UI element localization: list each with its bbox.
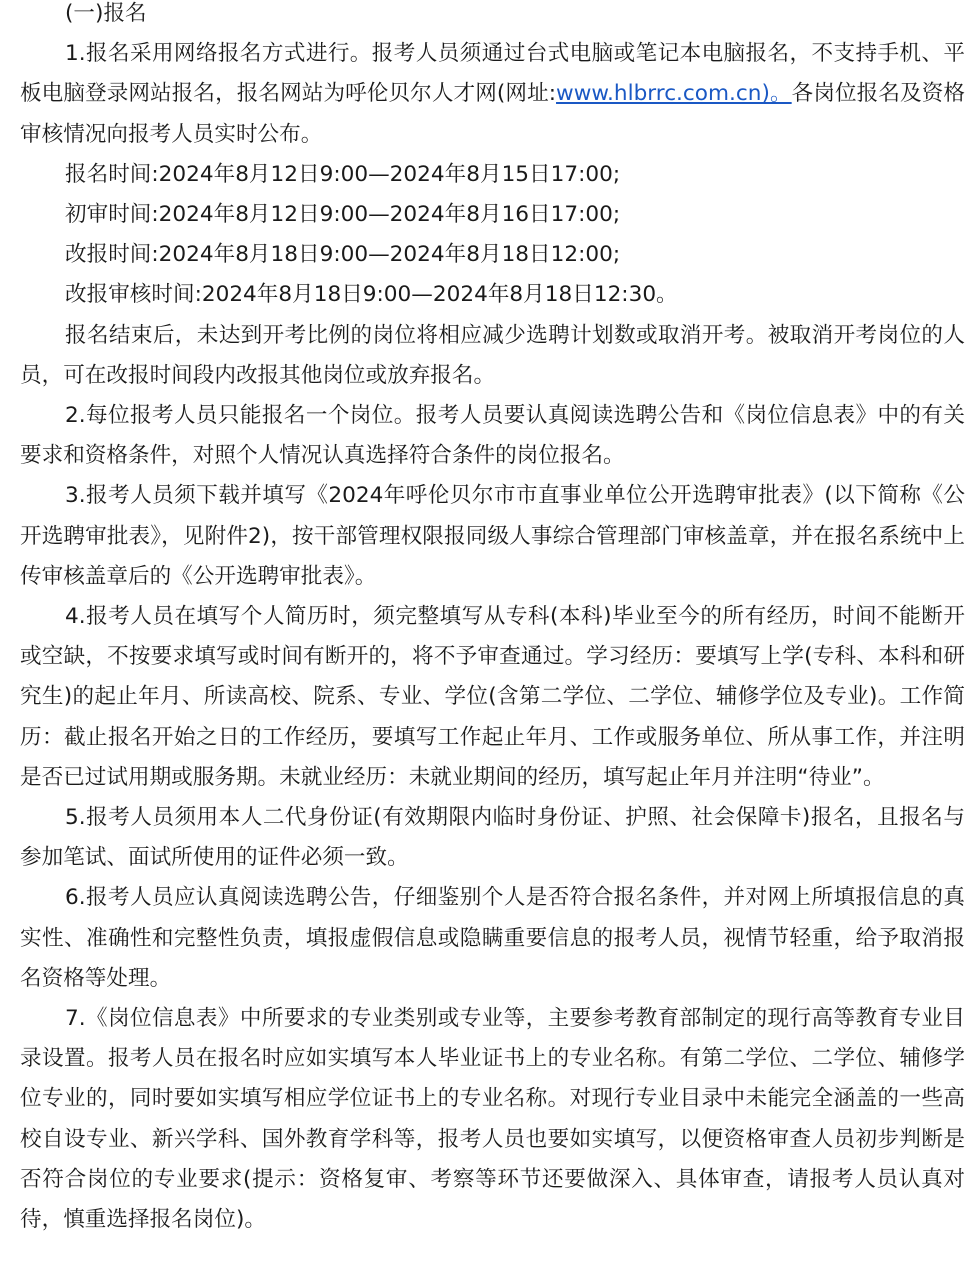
paragraph-6: 6.报考人员应认真阅读选聘公告，仔细鉴别个人是否符合报名条件，并对网上所填报信息的真实性、准确性和完整性负责，填报虚假信息或隐瞒重要信息的报考人员，视情节轻重，给予取消报名资格等处理。 (20, 885, 965, 991)
paragraph-1-text-b: 各岗位报名及资格审核情况向报考人员实时公布。 (20, 81, 965, 147)
paragraph-after-registration: 报名结束后，未达到开考比例的岗位将相应减少选聘计划数或取消开考。被取消开考岗位的人员，可在改报时间段内改报其他岗位或放弃报名。 (20, 322, 965, 388)
website-link[interactable]: www.hlbrrc.com.cn)。 (556, 81, 792, 107)
paragraph-3: 3.报考人员须下载并填写《2024年呼伦贝尔市市直事业单位公开选聘审批表》(以下简称《公开选聘审批表》，见附件2)，按干部管理权限报同级人事综合管理部门审核盖章，并在报名系统中上传审核盖章后的《公开选聘审批表》。 (20, 483, 965, 589)
paragraph-1 (20, 34, 965, 155)
time-change-registration: 改报时间:2024年8月18日9:00—2024年8月18日12:00; (65, 242, 621, 268)
time-registration: 报名时间:2024年8月12日9:00—2024年8月15日17:00; (65, 161, 621, 187)
paragraph-5: 5.报考人员须用本人二代身份证(有效期限内临时身份证、护照、社会保障卡)报名，且报名与参加笔试、面试所使用的证件必须一致。 (20, 805, 965, 871)
time-initial-review: 初审时间:2024年8月12日9:00—2024年8月16日17:00; (65, 202, 621, 228)
paragraph-1-text-a: 1.报名采用网络报名方式进行。报考人员须通过台式电脑或笔记本电脑报名，不支持手机、平板电脑登录网站报名，报名网站为呼伦贝尔人才网(网址: (20, 41, 965, 107)
paragraph-4: 4.报考人员在填写个人简历时，须完整填写从专科(本科)毕业至今的所有经历，时间不能断开或空缺，不按要求填写或时间有断开的，将不予审查通过。学习经历：要填写上学(专科、本科和研究生)的起止年月、所读高校、院系、专业、学位(含第二学位、二学位、辅修学位及专业)。工作简历：截止报名开始之日的工作经历，要填写工作起止年月、工作或服务单位、所从事工作，并注明是否已过试用期或服务期。未就业经历：未就业期间的经历，填写起止年月并注明“待业”。 (20, 604, 965, 790)
time-change-review: 改报审核时间:2024年8月18日9:00—2024年8月18日12:30。 (65, 282, 678, 308)
section-heading: (一)报名 (65, 1, 147, 26)
document-body (20, 0, 965, 1240)
paragraph-7: 7.《岗位信息表》中所要求的专业类别或专业等，主要参考教育部制定的现行高等教育专业目录设置。报考人员在报名时应如实填写本人毕业证书上的专业名称。有第二学位、二学位、辅修学位专业的，同时要如实填写相应学位证书上的专业名称。对现行专业目录中未能完全涵盖的一些高校自设专业、新兴学科、国外教育学科等，报考人员也要如实填写，以便资格审查人员初步判断是否符合岗位的专业要求(提示：资格复审、考察等环节还要做深入、具体审查，请报考人员认真对待，慎重选择报名岗位)。 (20, 1006, 965, 1233)
paragraph-2: 2.每位报考人员只能报名一个岗位。报考人员要认真阅读选聘公告和《岗位信息表》中的有关要求和资格条件，对照个人情况认真选择符合条件的岗位报名。 (20, 403, 965, 469)
